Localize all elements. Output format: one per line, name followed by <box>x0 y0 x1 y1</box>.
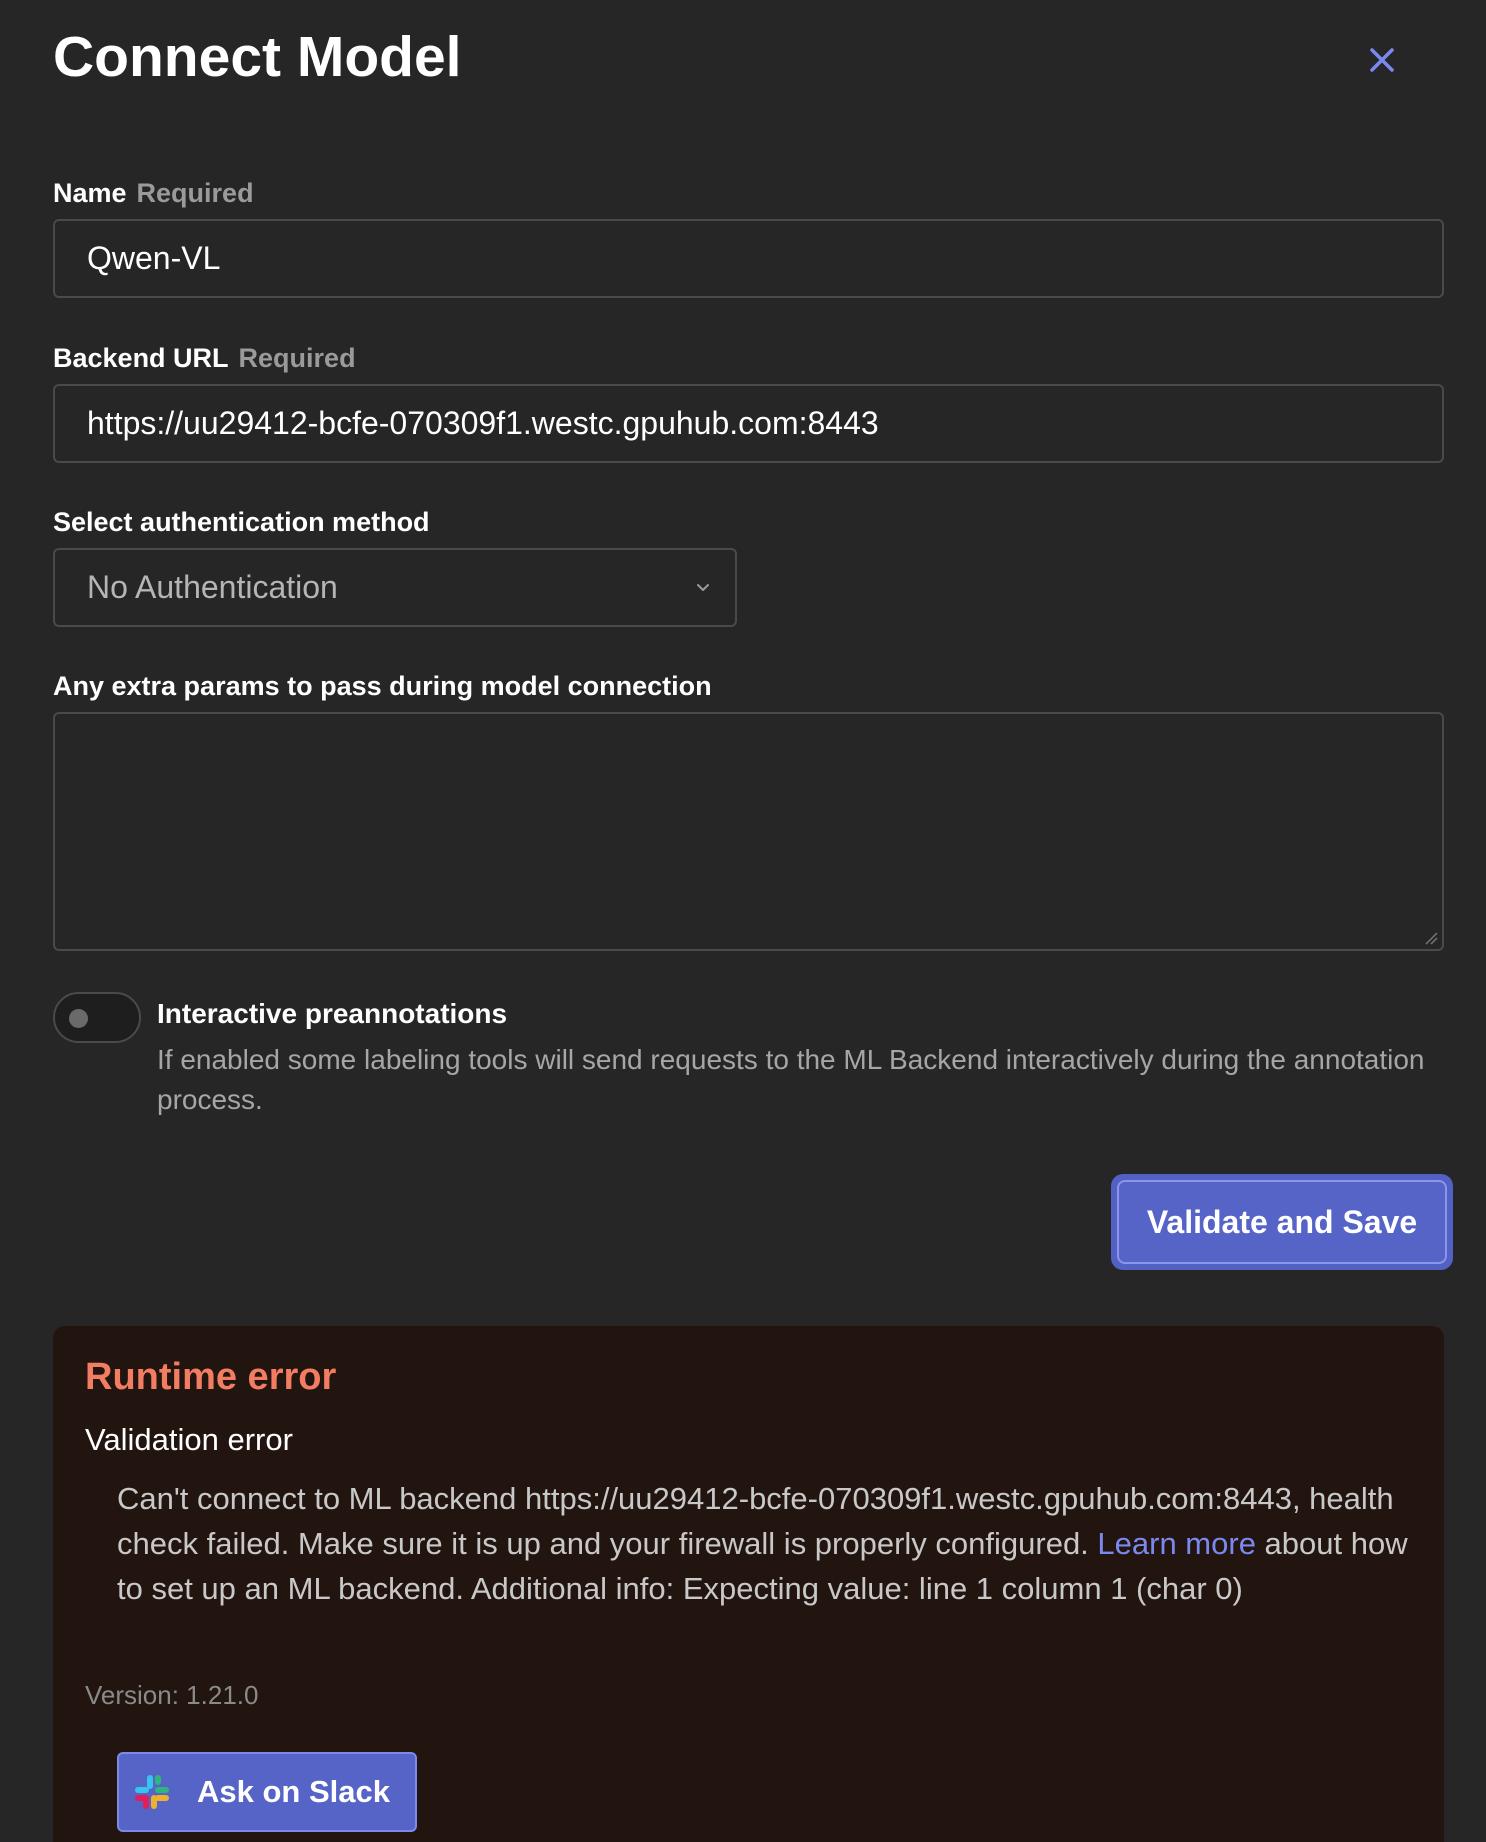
learn-more-link[interactable]: Learn more <box>1097 1526 1256 1561</box>
backend-url-label-text: Backend URL <box>53 343 229 373</box>
name-label <box>53 178 254 209</box>
ask-on-slack-label: Ask on Slack <box>197 1774 390 1809</box>
ask-on-slack-button[interactable] <box>117 1752 417 1832</box>
interactive-preannotations-description: If enabled some labeling tools will send requests to the ML Backend interactively during the annotation process. <box>157 1044 1425 1115</box>
auth-method-selected: No Authentication <box>87 569 338 605</box>
interactive-preannotations-title: Interactive preannotations <box>157 998 508 1029</box>
slack-icon <box>133 1773 171 1811</box>
toggle-knob <box>69 1009 88 1028</box>
close-icon <box>1362 40 1402 80</box>
chevron-down-icon <box>693 578 713 598</box>
error-subtitle: Validation error <box>85 1422 293 1457</box>
modal-title: Connect Model <box>53 25 462 89</box>
validate-and-save-label: Validate and Save <box>1117 1180 1447 1264</box>
name-input[interactable] <box>53 219 1444 298</box>
auth-method-select[interactable] <box>53 548 737 627</box>
name-input-value: Qwen-VL <box>87 240 221 276</box>
runtime-error-panel <box>53 1326 1444 1842</box>
resize-grip-icon[interactable] <box>1424 931 1438 945</box>
interactive-preannotations-toggle[interactable] <box>53 992 141 1043</box>
close-button[interactable] <box>1362 40 1402 80</box>
backend-url-input-value: https://uu29412-bcfe-070309f1.westc.gpuhub.com:8443 <box>87 405 879 441</box>
version-text: Version: 1.21.0 <box>85 1680 259 1710</box>
error-title: Runtime error <box>85 1356 337 1398</box>
backend-url-label <box>53 343 356 374</box>
name-required-tag: Required <box>136 178 254 208</box>
extra-params-textarea[interactable] <box>53 712 1444 951</box>
backend-url-input[interactable] <box>53 384 1444 463</box>
name-label-text: Name <box>53 178 127 208</box>
error-message <box>117 1476 1417 1611</box>
error-message-part2: about how to set up an ML backend. Additional info: Expecting value: line 1 column 1 (char 0) <box>117 1526 1408 1606</box>
extra-params-label: Any extra params to pass during model connection <box>53 671 712 701</box>
auth-method-label: Select authentication method <box>53 507 430 537</box>
validate-and-save-button[interactable] <box>1111 1174 1453 1270</box>
backend-url-required-tag: Required <box>238 343 356 373</box>
error-message-part1: Can't connect to ML backend https://uu29412-bcfe-070309f1.westc.gpuhub.com:8443, health check failed. Make sure it is up and your firewall is properly configured. <box>117 1481 1394 1561</box>
